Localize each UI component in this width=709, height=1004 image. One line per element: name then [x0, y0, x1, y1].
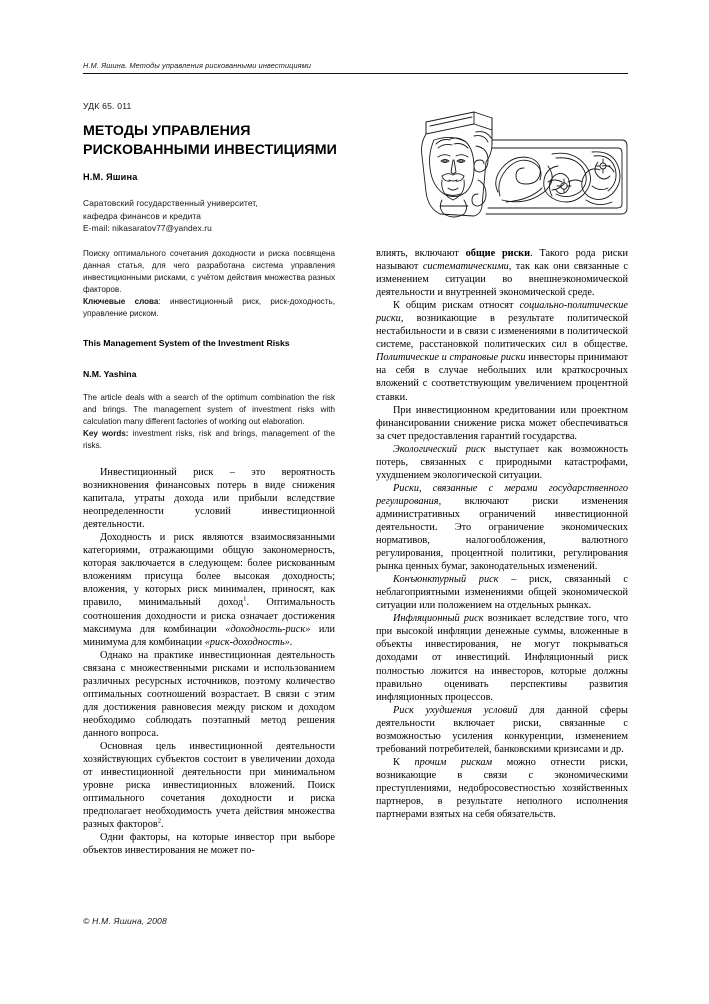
body-text: , так как они связанные с изменением ситуации во внешнеэкономической деятельности и внутренней экономической среде.	[376, 261, 628, 299]
body-text: для данной сферы деятельности включает риски, связанные с возможностью усиления конкуренции, изменением требований потребителей, банковскими кризисами и др.	[376, 704, 628, 755]
body-paragraph	[376, 482, 628, 573]
body-text: , возникающие в результате политической нестабильности и в связи с изменениями в политической системе, расстановкой политических сил в обществе.	[376, 313, 628, 351]
body-paragraph	[83, 466, 335, 531]
body-paragraph	[376, 704, 628, 756]
abstract-english-text: The article deals with a search of the optimum combination the risk and brings. The management system of investment risks with calculation many different factories of working out elaboration.	[83, 393, 335, 427]
body-text: возникает вследствие того, что при высокой инфляции денежные суммы, вложенные в объекты инвестирования, не могут покрываться доходами от инвестиций. Инфляционный риск полностью ложится на инвесторов, которые должны правильно оценивать перспективы развития инфляционных процессов.	[376, 613, 629, 703]
keywords-english-list: investment risks, risk and brings, management of the risks.	[83, 429, 335, 451]
footnote-marker: 1	[243, 596, 247, 604]
affiliation-line-2: E-mail: nikasaratov77@yandex.ru	[83, 223, 212, 234]
body-text: выступает как возможность потерь, связанных с природными катастрофами, ухудшением экологической ситуации.	[376, 443, 628, 481]
body-text: можно отнести риски, возникающие в связи с экономическими преступлениями, недобросовестностью хозяйственных партнеров, в результате неполного исполнения партнерами взятых на себя обязательств.	[376, 756, 628, 821]
body-text: – риск, связанный с неблагоприятными изменениями общей экономической ситуации или положением на отдельных рынках.	[376, 574, 628, 612]
body-paragraph	[376, 299, 628, 403]
body-column-right	[376, 247, 628, 821]
body-text: К общим рискам относят	[393, 300, 520, 312]
english-author-name: N.M. Yashina	[83, 369, 137, 379]
body-text: или минимума для комбинации	[83, 623, 335, 648]
body-text: Инвестиционный риск – это вероятность возникновения финансовых потерь в виде снижения капитала, утраты дохода или прибыли вследствие неопределенности условий инвестиционной деятельности.	[83, 467, 335, 531]
emphasis-italic: «доходность-риск»	[225, 623, 311, 635]
ornament-illustration	[396, 96, 628, 224]
body-text: . Оптимальность соотношения доходности и риска означает достижения максимума для комбинации	[83, 597, 335, 635]
emphasis-italic: прочим рискам	[414, 756, 493, 768]
abstract-english	[83, 392, 335, 452]
body-text: К	[393, 756, 415, 768]
emphasis-italic: Конъюнктурный риск	[393, 574, 499, 586]
abstract-russian-text: Поиску оптимального сочетания доходности и риска посвящена данная статья, для чего разработана система управления инвестиционными рисками, с учётом действия множества разных факторов.	[83, 249, 335, 295]
emphasis-italic: Экологический риск	[393, 443, 486, 455]
body-text: инвесторы принимают на себя в случае небольших или краткосрочных вложений с соответствующим увеличением процентной ставки.	[376, 352, 629, 403]
emphasis-italic: Риски, связанные с мерами государственного регулирования	[376, 482, 628, 507]
body-text: Доходность и риск являются взаимосвязанными категориями, отражающими общую закономерность, которая заключается в следующем: более рискованным вложениям присуща более высокая доходность; вложения, у которых риск минимален, приносят, как правило, минимальный доход	[83, 532, 335, 609]
emphasis-italic: социально-политические риски	[376, 300, 628, 325]
body-paragraph	[376, 573, 628, 612]
abstract-russian	[83, 248, 335, 321]
body-text: Однако на практике инвестиционная деятельность связана с множественными рисками и использованием различных ресурсных источников, поэтому количество оптимальных соотношений возрастает. В связи с этим для достижения равновесия между риском и доходом необходимо соблюдать поэтапный метод решения данного вопроса.	[83, 649, 335, 739]
body-paragraph	[83, 831, 335, 857]
emphasis-italic: Риск ухудшения условий	[393, 704, 518, 716]
footnote-marker: 2	[157, 817, 162, 825]
author-name: Н.М. Яшина	[83, 172, 138, 182]
keywords-russian	[83, 296, 335, 320]
emphasis-italic: «риск-доходность»	[204, 636, 290, 648]
body-text: .	[289, 636, 293, 648]
body-text: Основная цель инвестиционной деятельности хозяйствующих субъектов состоит в увеличении дохода от инвестиционной деятельности при минимальном уровне риска инвестиционных вложений. Поиск оптимального сочетания доходности и риска предполагает необходимость учета действия множества разных факторов	[83, 740, 335, 831]
keywords-russian-label: Ключевые слова	[83, 297, 159, 307]
keywords-english	[83, 428, 335, 452]
body-paragraph	[376, 247, 628, 299]
page-title: МЕТОДЫ УПРАВЛЕНИЯ РИСКОВАННЫМИ ИНВЕСТИЦИЯМИ	[83, 123, 337, 158]
keywords-russian-list: : инвестиционный риск, риск-доходность, управление риском.	[83, 297, 335, 319]
body-paragraph	[83, 740, 335, 831]
body-paragraph	[376, 404, 628, 443]
emphasis-italic: Политические и страновые риски	[376, 352, 526, 364]
running-head	[83, 61, 628, 74]
emphasis-italic: систематическими	[422, 261, 509, 273]
body-text: При инвестиционном кредитовании или проектном финансировании снижение риска может обеспечиваться за счет предоставления гарантий государства.	[376, 404, 628, 442]
emphasis-bold: общие риски	[465, 248, 531, 259]
emphasis-italic: Инфляционный риск	[393, 613, 484, 625]
running-head-rule	[83, 73, 628, 74]
udk-code: УДК 65. 011	[83, 101, 132, 111]
body-paragraph	[83, 531, 335, 648]
body-text: . Такого рода риски называют	[376, 248, 628, 273]
body-text: , включают риски изменения административных ограничений инвестиционной деятельности. Это ограничение экономических нормативов, налогообложения, валютного регулирования, процентной политики, регулирования рынка ценных бумаг, законодательных изменений.	[376, 495, 628, 573]
body-paragraph	[376, 612, 628, 703]
affiliation-block	[83, 197, 363, 235]
keywords-english-label: Key words:	[83, 429, 129, 439]
affiliation-line-0: Саратовский государственный университет,	[83, 198, 258, 208]
body-paragraph	[376, 756, 628, 821]
body-text: влиять, включают	[376, 248, 466, 259]
body-text: .	[161, 819, 164, 831]
running-head-text: Н.М. Яшина. Методы управления рискованными инвестициями	[83, 61, 312, 70]
body-paragraph	[376, 443, 628, 482]
body-text: Одни факторы, на которые инвестор при выборе объектов инвестирования не может по-	[83, 832, 335, 857]
body-column-left	[83, 466, 335, 857]
body-paragraph	[83, 649, 335, 740]
english-title: This Management System of the Investment Risks	[83, 338, 290, 348]
copyright-notice: © Н.М. Яшина, 2008	[83, 916, 168, 926]
affiliation-line-1: кафедра финансов и кредита	[83, 210, 201, 221]
